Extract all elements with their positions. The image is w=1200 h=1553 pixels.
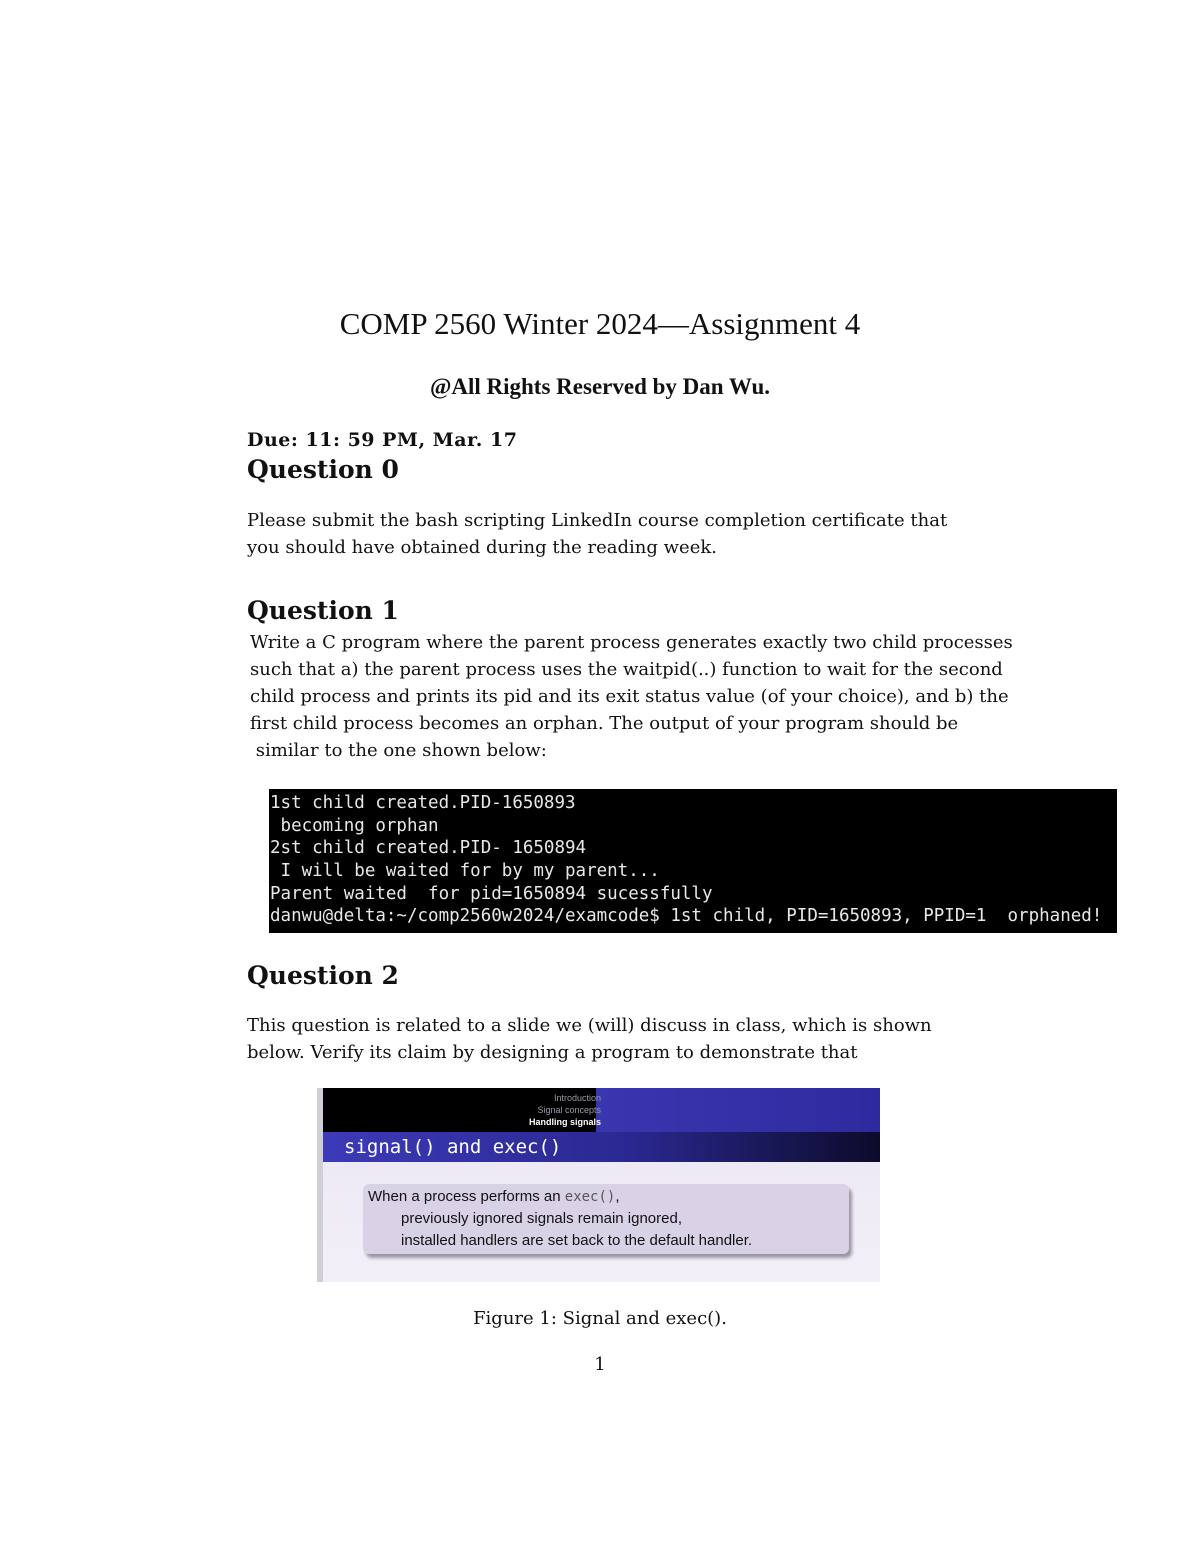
terminal-line: Parent waited for pid=1650894 sucessfully	[270, 883, 713, 904]
page-number: 1	[594, 1354, 606, 1375]
terminal-line: 2st child created.PID- 1650894	[270, 838, 587, 859]
text-line: such that a) the parent process uses the waitpid(..) function to wait for the second	[250, 659, 1003, 680]
slide-figure	[317, 1088, 880, 1282]
figure-caption: Figure 1: Signal and exec().	[473, 1308, 727, 1329]
text-line: you should have obtained during the reading week.	[247, 537, 717, 558]
due-date: Due: 11: 59 PM, Mar. 17	[247, 429, 518, 451]
slide-box-code: exec()	[564, 1189, 616, 1205]
text-line: below. Verify its claim by designing a program to demonstrate that	[247, 1042, 858, 1063]
text-line: Write a C program where the parent process generates exactly two child processes	[250, 632, 1013, 653]
text-line: similar to the one shown below:	[250, 740, 547, 761]
slide-header-band	[323, 1088, 880, 1132]
question-2-heading: Question 2	[247, 961, 399, 990]
question-2-text	[247, 1012, 1047, 1066]
slide-nav-item: Introduction	[553, 1093, 601, 1103]
slide-content-box	[363, 1184, 849, 1254]
slide-nav-item: Signal concepts	[537, 1105, 601, 1115]
terminal-line: becoming orphan	[270, 815, 439, 836]
slide-box-line: installed handlers are set back to the default handler.	[401, 1232, 753, 1249]
text-line: Please submit the bash scripting LinkedIn course completion certificate that	[247, 510, 948, 531]
slide-nav-item-active: Handling signals	[528, 1117, 601, 1127]
question-1-text	[250, 629, 1050, 764]
slide-box-punct: ,	[615, 1188, 620, 1205]
page-title: COMP 2560 Winter 2024—Assignment 4	[339, 306, 861, 341]
text-line: child process and prints its pid and its exit status value (of your choice), and b) the	[250, 686, 1009, 707]
copyright-notice: @All Rights Reserved by Dan Wu.	[429, 374, 771, 399]
slide-box-text: When a process performs an	[368, 1188, 565, 1205]
text-line: This question is related to a slide we (will) discuss in class, which is shown	[247, 1015, 932, 1036]
question-0-heading: Question 0	[247, 455, 399, 484]
terminal-line: 1st child created.PID-1650893	[270, 793, 576, 813]
question-0-text	[247, 507, 1047, 561]
text-line: first child process becomes an orphan. The output of your program should be	[250, 713, 959, 734]
terminal-line: danwu@delta:~/comp2560w2024/examcode$ 1st child, PID=1650893, PPID=1 orphaned!	[270, 906, 1103, 927]
slide-navigation	[513, 1092, 601, 1128]
question-1-heading: Question 1	[247, 596, 399, 625]
slide-title-bar: signal() and exec()	[323, 1132, 880, 1162]
terminal-output-screenshot	[269, 789, 1117, 933]
slide-box-line	[368, 1186, 849, 1208]
slide-box-line: previously ignored signals remain ignored,	[401, 1210, 682, 1227]
terminal-line: I will be waited for by my parent...	[270, 861, 660, 882]
